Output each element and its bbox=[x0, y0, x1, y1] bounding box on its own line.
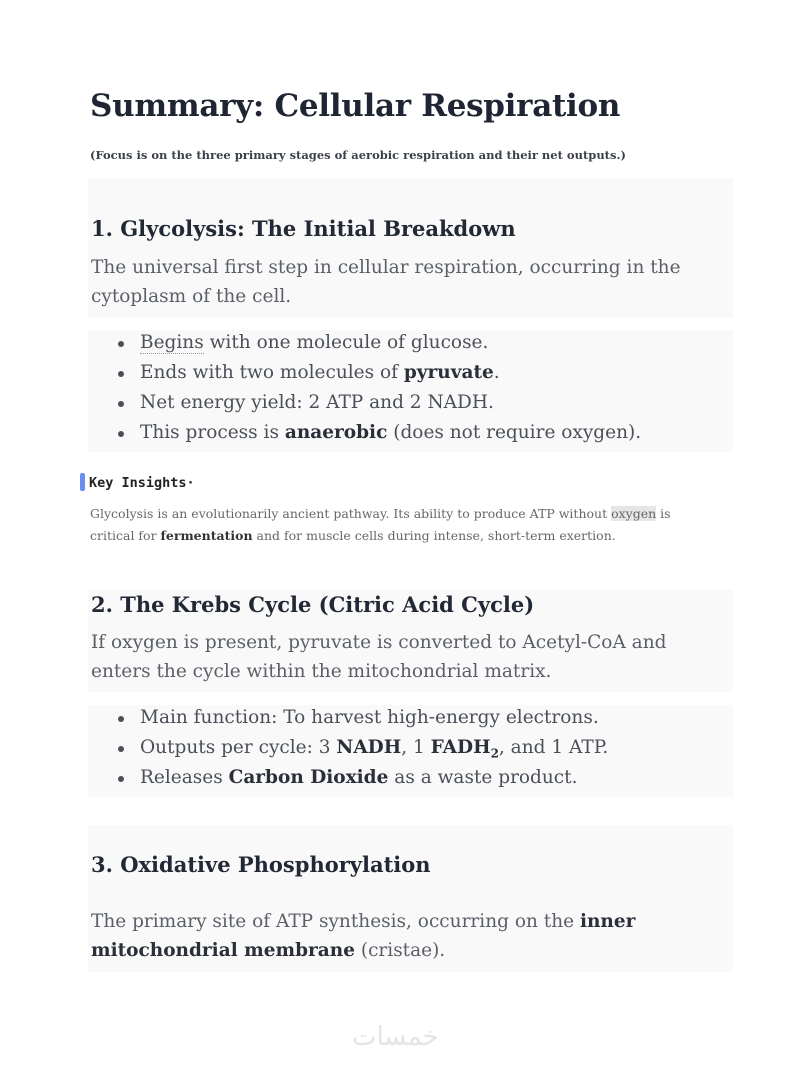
list-item bbox=[140, 763, 608, 793]
section-heading: 2. The Krebs Cycle (Citric Acid Cycle) bbox=[91, 592, 535, 617]
underlined-word: Begins bbox=[140, 332, 204, 353]
bold-text: fermentation bbox=[160, 528, 253, 543]
text: Main function: To harvest high-energy electrons. bbox=[140, 707, 599, 728]
text: This process is bbox=[140, 422, 285, 443]
bold-text: anaerobic bbox=[284, 422, 388, 443]
subscript: 2 bbox=[490, 746, 499, 761]
bold-text: FADH bbox=[430, 737, 491, 758]
section-krebs-intro bbox=[88, 590, 733, 692]
label-text: Key Insights· bbox=[89, 475, 195, 491]
krebs-list-block bbox=[88, 705, 733, 797]
list-item bbox=[140, 358, 641, 388]
text: with one molecule of glucose. bbox=[203, 332, 489, 353]
text: Net energy yield: 2 ATP and 2 NADH. bbox=[140, 392, 494, 413]
section-heading: 3. Oxidative Phosphorylation bbox=[91, 852, 431, 877]
text: Releases bbox=[140, 767, 229, 788]
bold-text: NADH bbox=[336, 737, 402, 758]
cursor-marker-icon bbox=[80, 473, 85, 491]
list-item bbox=[140, 328, 641, 358]
text: Glycolysis is an evolutionarily ancient pathway. Its ability to produce ATP without bbox=[90, 506, 612, 521]
subtitle: (Focus is on the three primary stages of aerobic respiration and their net outputs.) bbox=[90, 148, 626, 162]
watermark-logo: خمسات bbox=[352, 1022, 439, 1052]
text: and for muscle cells during intense, short-term exertion. bbox=[252, 528, 616, 543]
section-paragraph: If oxygen is present, pyruvate is converted to Acetyl-CoA and enters the cycle within the mitochondrial matrix. bbox=[91, 632, 667, 682]
list-item bbox=[140, 703, 608, 733]
krebs-list bbox=[88, 703, 608, 793]
text: (does not require oxygen). bbox=[387, 422, 642, 443]
text: Ends with two molecules of bbox=[140, 362, 404, 383]
key-insights-paragraph bbox=[90, 503, 710, 547]
text: . bbox=[493, 362, 500, 383]
section-heading: 1. Glycolysis: The Initial Breakdown bbox=[91, 216, 516, 241]
text: , and 1 ATP. bbox=[498, 737, 609, 758]
text: is critical for bbox=[90, 506, 671, 543]
section-glycolysis-intro bbox=[88, 178, 733, 318]
bold-text: pyruvate bbox=[403, 362, 494, 383]
glycolysis-list bbox=[88, 328, 641, 448]
list-item bbox=[140, 733, 608, 763]
text: (cristae). bbox=[354, 940, 446, 961]
list-item bbox=[140, 388, 641, 418]
bold-text: inner mitochondrial membrane bbox=[91, 911, 636, 961]
list-item bbox=[140, 418, 641, 448]
text: , 1 bbox=[401, 737, 431, 758]
highlighted-word: oxygen bbox=[611, 506, 657, 521]
bold-text: Carbon Dioxide bbox=[228, 767, 389, 788]
key-insights-label bbox=[80, 473, 195, 491]
section-paragraph: The universal first step in cellular respiration, occurring in the cytoplasm of the cell. bbox=[91, 257, 681, 307]
section-oxidative bbox=[88, 825, 733, 972]
glycolysis-list-block bbox=[88, 330, 733, 452]
text: as a waste product. bbox=[388, 767, 578, 788]
section-paragraph bbox=[91, 907, 721, 965]
text: Outputs per cycle: 3 bbox=[140, 737, 337, 758]
page-title: Summary: Cellular Respiration bbox=[90, 88, 621, 124]
text: The primary site of ATP synthesis, occurring on the bbox=[91, 911, 580, 932]
